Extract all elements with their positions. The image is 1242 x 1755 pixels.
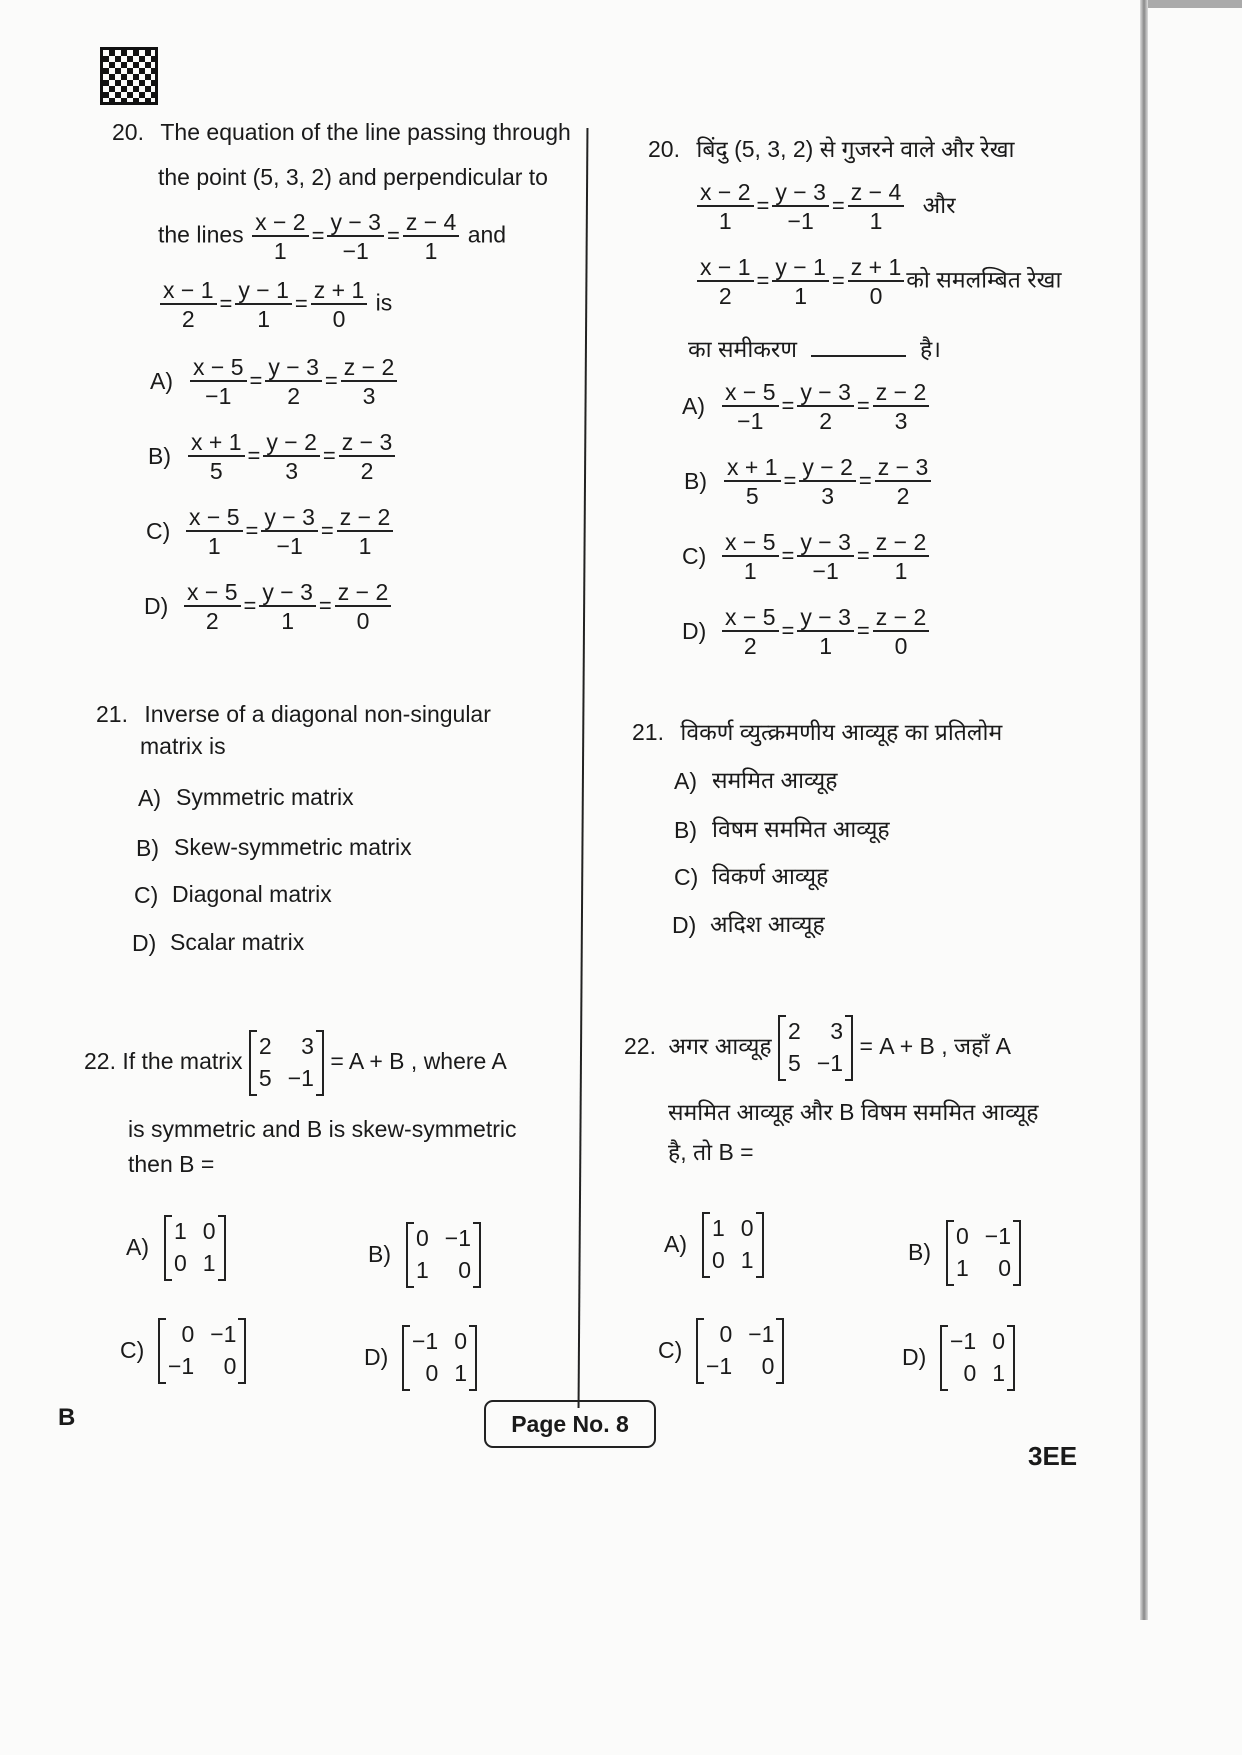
question-number: 22. bbox=[624, 1032, 656, 1059]
q20-hi-line3: $\frac{x - 1}{2}$ = $\frac{y - 1}{1}$ = $\frac{z + 1}{0}$ को समलम्बित रेखा bbox=[695, 255, 1061, 308]
q20-hi-option-d[interactable]: D) $\frac{x - 5}{2}$ = $\frac{y - 3}{1}$ = $\frac{z - 2}{0}$ bbox=[682, 605, 931, 658]
q21-en-line2: matrix is bbox=[140, 733, 226, 759]
fraction: $\frac{x - 2}{1}$ bbox=[252, 210, 309, 263]
q20-hi-line1 bbox=[648, 135, 1014, 165]
matrix: 2 3 5 −1 bbox=[249, 1030, 324, 1096]
booklet-code: 3EE bbox=[1028, 1441, 1078, 1471]
q20-en-line4: $\frac{x - 1}{2}$ = $\frac{y - 1}{1}$ = $\frac{z + 1}{0}$ is bbox=[158, 278, 392, 331]
q22-en-line3: then B = bbox=[128, 1151, 215, 1177]
question-text: The equation of the line passing through bbox=[160, 119, 571, 145]
page-edge-shadow bbox=[1140, 0, 1148, 1620]
q20-en-line3: the lines $\frac{x - 2}{1}$ = $\frac{y - 3}{-1}$ = $\frac{z - 4}{1}$ and bbox=[158, 209, 507, 265]
q22-hi-option-c[interactable]: C) 0 −1 −1 0 bbox=[658, 1318, 784, 1384]
q20-en-option-d[interactable]: D) $\frac{x - 5}{2}$ = $\frac{y - 3}{1}$ = $\frac{z - 2}{0}$ bbox=[144, 580, 393, 633]
q22-en-option-b[interactable]: B) 0 −1 1 0 bbox=[368, 1222, 481, 1288]
question-number: 21. bbox=[632, 719, 664, 745]
q21-hi-option-d[interactable]: D) अदिश आव्यूह bbox=[672, 911, 825, 938]
question-text: and bbox=[467, 221, 507, 248]
q21-hi-option-a[interactable]: A) सममित आव्यूह bbox=[674, 767, 838, 794]
answer-blank bbox=[811, 355, 906, 357]
q20-hi-option-b[interactable]: B) $\frac{x + 1}{5}$ = $\frac{y - 2}{3}$ = $\frac{z - 3}{2}$ bbox=[684, 455, 933, 508]
q21-hi-line1 bbox=[632, 718, 1002, 748]
question-text: If the matrix bbox=[122, 1047, 243, 1074]
q20-en-option-c[interactable]: C) $\frac{x - 5}{1}$ = $\frac{y - 3}{-1}$ = $\frac{z - 2}{1}$ bbox=[146, 505, 395, 558]
question-number: 20. bbox=[648, 136, 680, 162]
question-text: अगर आव्यूह bbox=[668, 1032, 772, 1059]
q20-en-line2: the point (5, 3, 2) and perpendicular to bbox=[158, 164, 548, 190]
qr-code bbox=[100, 47, 158, 105]
q22-hi-option-b[interactable]: B) 0 −1 1 0 bbox=[908, 1220, 1021, 1286]
q22-en-line1 bbox=[84, 1030, 507, 1096]
q22-hi-line1: 22. अगर आव्यूह 2 3 5 −1 = A + B , जहाँ A bbox=[624, 1015, 1011, 1081]
q20-hi-option-a[interactable]: A) $\frac{x - 5}{-1}$ = $\frac{y - 3}{2}$ = $\frac{z - 2}{3}$ bbox=[682, 380, 931, 433]
question-text: the lines bbox=[158, 221, 244, 248]
q22-hi-line3: है, तो B = bbox=[668, 1139, 754, 1165]
q20-en-option-a[interactable]: A) $\frac{x - 5}{-1}$ = $\frac{y - 3}{2}$ = $\frac{z - 2}{3}$ bbox=[150, 355, 399, 408]
q20-en-option-b[interactable]: B) $\frac{x + 1}{5}$ = $\frac{y - 2}{3}$ = $\frac{z - 3}{2}$ bbox=[148, 430, 397, 483]
fraction: $\frac{y - 3}{-1}$ bbox=[327, 210, 384, 263]
page-number-box: Page No. 8 bbox=[484, 1400, 656, 1448]
question-text: = A + B , where A bbox=[330, 1047, 507, 1074]
question-text: विकर्ण व्युत्क्रमणीय आव्यूह का प्रतिलोम bbox=[680, 719, 1003, 745]
q22-hi-option-a[interactable]: A) 1 0 0 1 bbox=[664, 1212, 764, 1278]
fraction: $\frac{z + 1}{0}$ bbox=[311, 278, 368, 331]
question-number: 22. bbox=[84, 1047, 116, 1074]
question-number: 20. bbox=[112, 119, 144, 145]
q22-hi-option-d[interactable]: D) −1 0 0 1 bbox=[902, 1325, 1015, 1391]
q21-en-option-b[interactable]: B) Skew-symmetric matrix bbox=[136, 834, 412, 861]
question-number: 21. bbox=[96, 701, 128, 727]
page-edge-top bbox=[1148, 0, 1242, 8]
q20-en-line1 bbox=[112, 118, 571, 148]
question-text: Inverse of a diagonal non-singular bbox=[144, 701, 491, 727]
q21-hi-option-b[interactable]: B) विषम सममित आव्यूह bbox=[674, 816, 890, 843]
q21-en-option-a[interactable]: A) Symmetric matrix bbox=[138, 784, 354, 811]
question-text: is bbox=[375, 289, 393, 316]
q20-hi-line2: $\frac{x - 2}{1}$ = $\frac{y - 3}{-1}$ = $\frac{z - 4}{1}$ और bbox=[695, 180, 956, 233]
q22-en-option-c[interactable]: C) 0 −1 −1 0 bbox=[120, 1318, 246, 1384]
fraction: $\frac{z - 4}{1}$ bbox=[403, 210, 460, 263]
set-code: B bbox=[58, 1404, 76, 1431]
q22-en-option-a[interactable]: A) 1 0 0 1 bbox=[126, 1215, 226, 1281]
matrix: 2 3 5 −1 bbox=[778, 1015, 853, 1081]
q20-hi-option-c[interactable]: C) $\frac{x - 5}{1}$ = $\frac{y - 3}{-1}$ = $\frac{z - 2}{1}$ bbox=[682, 530, 931, 583]
q20-hi-line4: का समीकरण है। bbox=[688, 336, 941, 362]
fraction: $\frac{x - 1}{2}$ bbox=[160, 278, 217, 331]
q21-hi-option-c[interactable]: C) विकर्ण आव्यूह bbox=[674, 863, 829, 890]
q21-en-option-d[interactable]: D) Scalar matrix bbox=[132, 929, 305, 956]
q21-en-option-c[interactable]: C) Diagonal matrix bbox=[134, 881, 332, 908]
q21-en-line1 bbox=[96, 700, 491, 730]
q22-en-option-d[interactable]: D) −1 0 0 1 bbox=[364, 1325, 477, 1391]
fraction: $\frac{y - 1}{1}$ bbox=[235, 278, 292, 331]
column-divider bbox=[578, 128, 589, 1408]
q22-hi-line2: सममित आव्यूह और B विषम सममित आव्यूह bbox=[668, 1099, 1039, 1125]
question-text: बिंदु (5, 3, 2) से गुजरने वाले और रेखा bbox=[696, 136, 1015, 162]
q22-en-line2: is symmetric and B is skew-symmetric bbox=[128, 1116, 517, 1142]
